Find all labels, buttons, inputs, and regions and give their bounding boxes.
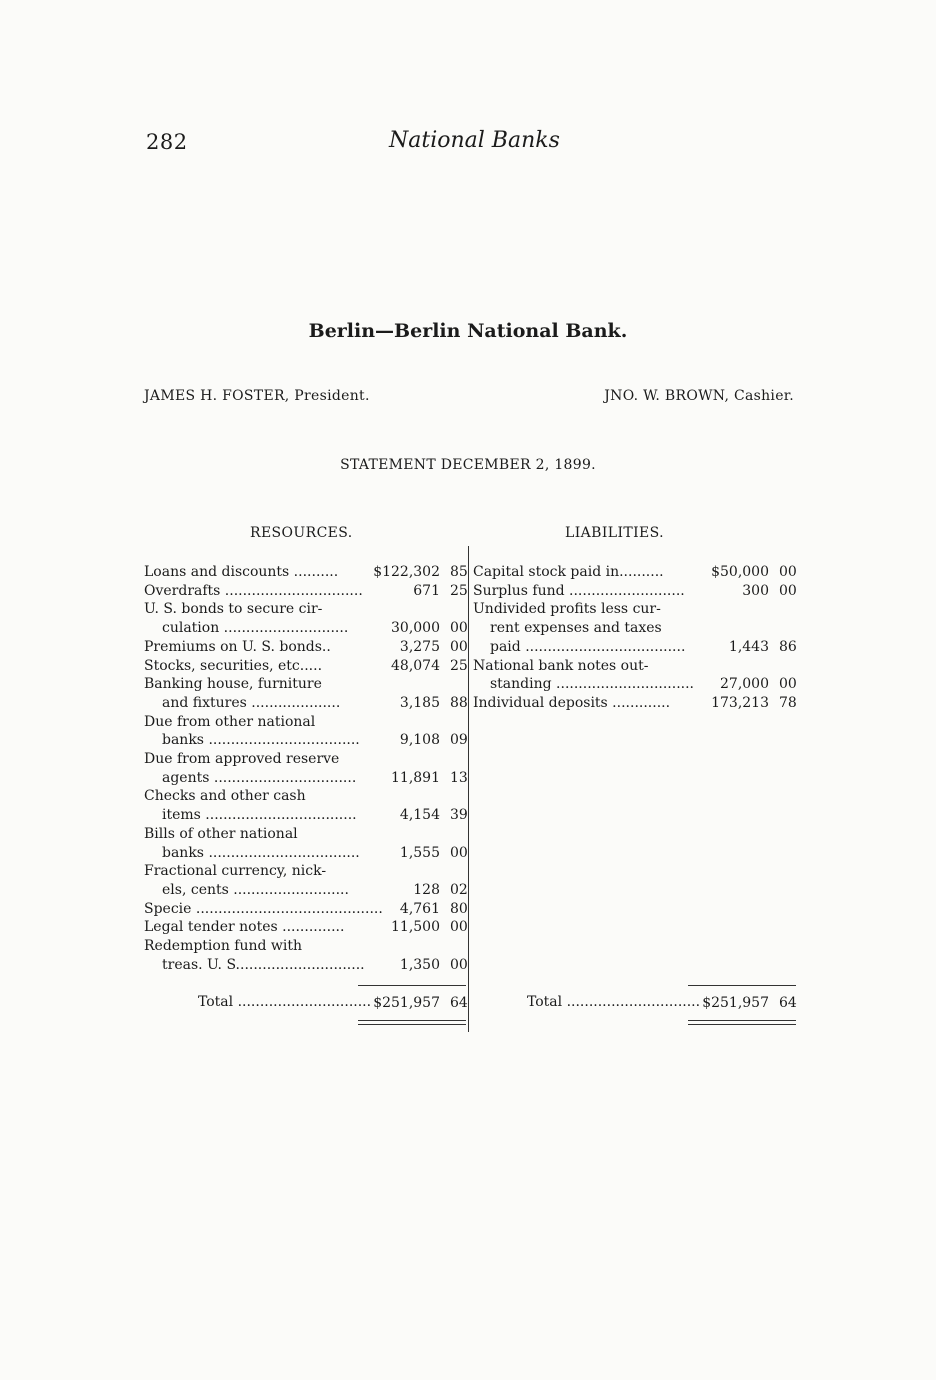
row-dollars: 30,000 — [391, 620, 440, 637]
row-label: Redemption fund with — [144, 938, 303, 954]
row-dollars: 128 — [413, 881, 440, 898]
row-label: Premiums on U. S. bonds.. — [144, 638, 331, 655]
row-label: Undivided profits less cur- — [473, 601, 661, 618]
row-cents: 13 — [450, 769, 468, 786]
row-label: Individual deposits ............. — [473, 694, 671, 711]
row-cents: 86 — [779, 638, 797, 655]
row-label: National bank notes out- — [473, 657, 649, 674]
row-dollars: 3,275 — [399, 638, 440, 655]
resources-double-rule-bottom — [358, 1024, 466, 1025]
statement-date: STATEMENT DECEMBER 2, 1899. — [340, 457, 596, 473]
row-cents: 39 — [450, 807, 468, 824]
cashier-line: JNO. W. BROWN, Cashier. — [604, 388, 794, 404]
row-label: U. S. bonds to secure cir- — [144, 601, 323, 618]
row-dollars: $122,302 — [373, 564, 440, 580]
running-head: National Banks — [389, 128, 560, 153]
row-dollars: 48,074 — [391, 657, 440, 674]
liabilities-heading: LIABILITIES. — [565, 525, 665, 541]
row-label: paid .................................... — [490, 638, 686, 655]
row-label: Capital stock paid in.......... — [473, 564, 664, 580]
row-dollars: 11,500 — [391, 919, 440, 936]
row-cents: 85 — [450, 564, 468, 580]
row-label: standing ............................... — [490, 676, 694, 693]
row-label: els, cents .......................... — [162, 881, 349, 898]
row-dollars: 4,154 — [399, 807, 440, 824]
row-label: Specie .......................................... — [144, 900, 383, 917]
row-label: Due from other national — [144, 713, 316, 730]
row-cents: 09 — [450, 732, 468, 749]
page-number: 282 — [146, 130, 188, 154]
resources-total-dollars: $251,957 — [373, 995, 440, 1011]
row-label: Stocks, securities, etc..... — [144, 657, 323, 674]
row-cents: 25 — [450, 657, 468, 674]
row-dollars: 300 — [742, 582, 769, 599]
resources-total-label: Total .............................. — [198, 994, 372, 1010]
row-dollars: 173,213 — [711, 694, 769, 711]
row-cents: 02 — [450, 881, 468, 898]
row-label: agents ................................ — [162, 769, 357, 786]
row-cents: 88 — [450, 694, 468, 711]
row-label: Overdrafts ............................... — [144, 582, 363, 599]
row-dollars: 9,108 — [399, 732, 440, 749]
row-cents: 80 — [450, 900, 468, 917]
row-label: Surplus fund .......................... — [473, 582, 685, 599]
row-cents: 00 — [779, 582, 797, 599]
liabilities-total-label: Total .............................. — [527, 994, 701, 1010]
column-divider — [468, 546, 469, 1032]
liabilities-total-cents: 64 — [779, 995, 797, 1011]
row-label: Due from approved reserve — [144, 751, 340, 767]
row-label: and fixtures .................... — [162, 694, 341, 711]
row-label: banks .................................. — [162, 732, 360, 749]
row-dollars: 1,555 — [399, 844, 440, 861]
row-label: treas. U. S............................. — [162, 956, 365, 973]
row-dollars: 671 — [413, 582, 440, 599]
resources-heading: RESOURCES. — [250, 525, 353, 541]
row-cents: 00 — [779, 564, 797, 580]
row-label: Fractional currency, nick- — [144, 863, 327, 880]
row-label: culation ............................ — [162, 620, 349, 637]
row-cents: 25 — [450, 582, 468, 599]
liabilities-total-dollars: $251,957 — [702, 995, 769, 1011]
liabilities-double-rule-bottom — [688, 1024, 796, 1025]
row-dollars: 27,000 — [720, 676, 769, 693]
row-label: Bills of other national — [144, 825, 298, 842]
row-dollars: 1,350 — [399, 956, 440, 973]
row-cents: 00 — [450, 919, 468, 936]
row-label: Checks and other cash — [144, 788, 306, 805]
row-cents: 00 — [450, 638, 468, 655]
row-dollars: 3,185 — [399, 694, 440, 711]
resources-total-cents: 64 — [450, 995, 468, 1011]
president-line: JAMES H. FOSTER, President. — [144, 388, 370, 404]
row-label: Loans and discounts .......... — [144, 564, 339, 580]
resources-total-rule — [358, 985, 466, 986]
row-cents: 78 — [779, 694, 797, 711]
row-label: Legal tender notes .............. — [144, 919, 345, 936]
row-cents: 00 — [450, 620, 468, 637]
row-cents: 00 — [450, 844, 468, 861]
row-dollars: 4,761 — [399, 900, 440, 917]
bank-name-title: Berlin—Berlin National Bank. — [308, 320, 628, 342]
row-dollars: $50,000 — [711, 564, 769, 580]
row-cents: 00 — [450, 956, 468, 973]
row-label: Banking house, furniture — [144, 676, 322, 693]
row-label: banks .................................. — [162, 844, 360, 861]
liabilities-total-rule — [688, 985, 796, 986]
row-cents: 00 — [779, 676, 797, 693]
row-dollars: 1,443 — [728, 638, 769, 655]
liabilities-double-rule-top — [688, 1020, 796, 1021]
row-label: rent expenses and taxes — [490, 620, 662, 637]
row-label: items .................................. — [162, 807, 357, 824]
row-dollars: 11,891 — [391, 769, 440, 786]
resources-double-rule-top — [358, 1020, 466, 1021]
